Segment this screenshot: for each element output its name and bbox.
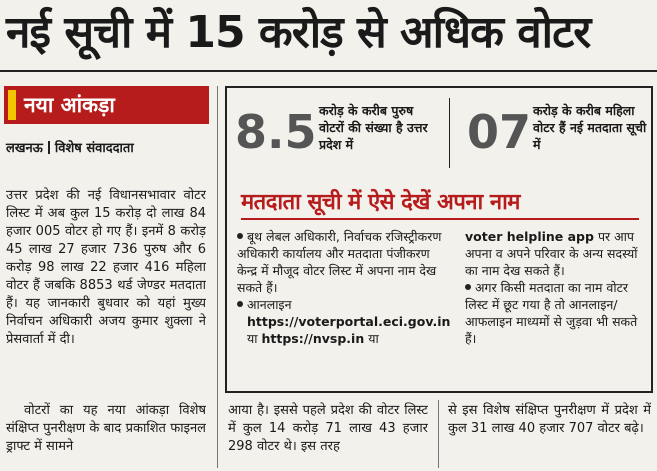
bullet-icon: [465, 284, 471, 290]
how-to-title: मतदाता सूची में ऐसे देखें अपना नाम: [241, 190, 520, 215]
body-paragraph-3: आया है। इससे पहले प्रदेश की वोटर लिस्ट में कुल 14 करोड़ 71 लाख 43 हजार 298 वोटर थे। इस तरह: [228, 403, 428, 454]
stat-description: करोड़ के करीब पुरुष वोटरों की संख्या है उत्तर प्रदेश में: [319, 103, 428, 152]
voterportal-link[interactable]: https://voterportal.eci.gov.in: [247, 314, 451, 329]
kicker-text: नया आंकड़ा: [24, 93, 115, 117]
how-to-left-column: [237, 228, 451, 347]
byline-place: लखनऊ: [6, 141, 43, 156]
kicker-label: [4, 86, 209, 124]
column-divider: [217, 86, 218, 468]
body-paragraph-1: उत्तर प्रदेश की नई विधानसभावार वोटर लिस्ट में अब कुल 15 करोड़ दो लाख 84 हजार 005 वोटर हो गए हैं। इनमें 8 करोड़ 45 लाख 27 हजार 736 पुरुष और 6 करोड़ 98 लाख 22 हजार 416 महिला वोटर हैं जबकि 8853 थर्ड जेण्डर मतदाता हैं। यह जानकारी बुधवार को यहां मुख्य निर्वाचन अधिकारी अजय कुमार शुक्ला ने प्रेसवार्ता में दी।: [6, 188, 206, 347]
how-to-title-rule: [241, 218, 639, 220]
stat-number: 07: [467, 105, 532, 159]
body-paragraph-2: वोटरों का यह नया आंकड़ा विशेष संक्षिप्त पुनरीक्षण के बाद प्रकाशित फाइनल ड्राफ्ट में सामने: [6, 403, 206, 454]
stat-divider: [449, 98, 450, 168]
stat-number: 8.5: [235, 105, 317, 159]
headline-rule: [0, 70, 657, 72]
how-to-check-box: [225, 180, 653, 393]
stat-male-voters: [227, 88, 437, 180]
how-to-online-links: https://voterportal.eci.gov.in या https://nvsp.in या: [247, 314, 451, 346]
byline-reporter: विशेष संवाददाता: [54, 141, 134, 156]
nvsp-link[interactable]: https://nvsp.in: [261, 331, 365, 346]
bullet-icon: [237, 301, 243, 307]
stat-description: करोड़ के करीब महिला वोटर हैं नई मतदाता सूची में: [533, 103, 647, 152]
byline: [6, 138, 216, 156]
kicker-accent-bar: [8, 90, 16, 120]
bullet-icon: [237, 233, 243, 239]
column-divider: [438, 400, 439, 468]
headline: नई सूची में 15 करोड़ से अधिक वोटर: [6, 7, 591, 58]
body-paragraph-4: से इस विशेष संक्षिप्त पुनरीक्षण में प्रदेश में कुल 31 लाख 40 हजार 707 वोटर बढ़े।: [448, 403, 651, 436]
how-to-item-2: आनलाइन: [237, 296, 442, 313]
how-to-right-column: [465, 228, 647, 347]
voter-helpline-app: voter helpline app: [465, 229, 594, 244]
byline-separator: [48, 141, 50, 154]
how-to-item-3: अगर किसी मतदाता का नाम वोटर लिस्ट में छूट गया है तो आनलाइन/आफलाइन माध्यमों से जुड़वा भी सकते हैं।: [465, 280, 638, 346]
how-to-app-item: voter helpline app पर आप अपना व अपने परिवार के अन्य सदस्यों का नाम देख सकते हैं।: [465, 229, 638, 278]
how-to-item-1: बूथ लेबल अधिकारी, निर्वाचक रजिस्ट्रीकरण अधिकारी कार्यालय और मतदाता पंजीकरण केन्द्र में मौजूद वोटर लिस्ट में अपना नाम देख सकते हैं।: [237, 229, 442, 295]
stats-box: [225, 86, 653, 180]
stat-female-voters: [459, 88, 653, 180]
